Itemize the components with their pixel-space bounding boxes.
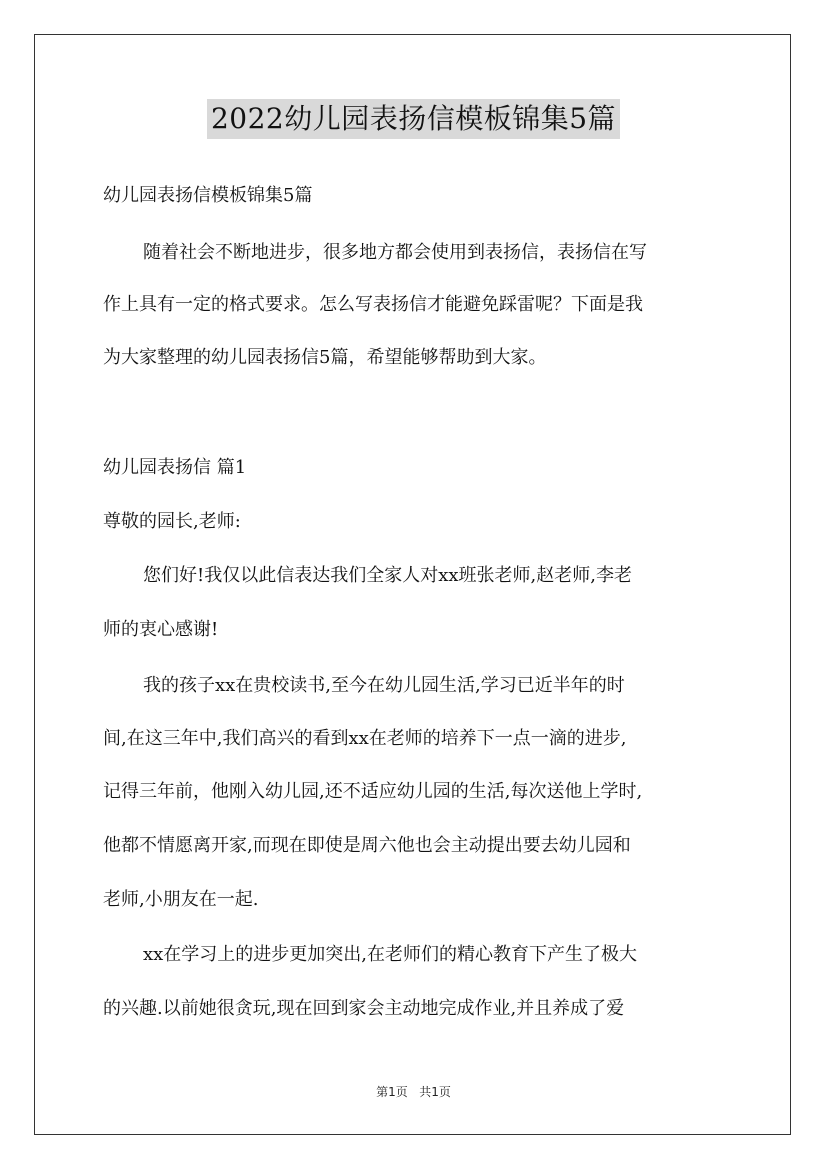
para1-line-1: 您们好!我仅以此信表达我们全家人对xx班张老师,赵老师,李老 — [143, 565, 632, 586]
para3-line-2: 的兴趣.以前她很贪玩,现在回到家会主动地完成作业,并且养成了爱 — [103, 998, 625, 1019]
para2-line-3: 记得三年前，他刚入幼儿园,还不适应幼儿园的生活,每次送他上学时, — [103, 781, 643, 802]
para3-line-1: xx在学习上的进步更加突出,在老师们的精心教育下产生了极大 — [143, 944, 638, 965]
para2-line-4: 他都不情愿离开家,而现在即使是周六他也会主动提出要去幼儿园和 — [103, 835, 631, 856]
document-subtitle: 幼儿园表扬信模板锦集5篇 — [103, 185, 313, 206]
total-pages: 共1页 — [419, 1085, 451, 1099]
para2-line-1: 我的孩子xx在贵校读书,至今在幼儿园生活,学习已近半年的时 — [143, 675, 625, 696]
para2-line-5: 老师,小朋友在一起. — [103, 889, 259, 910]
page-footer — [0, 1083, 827, 1100]
document-title: 2022幼儿园表扬信模板锦集5篇 — [207, 99, 620, 139]
intro-line-2: 作上具有一定的格式要求。怎么写表扬信才能避免踩雷呢？下面是我 — [103, 294, 643, 315]
title-container — [0, 99, 827, 139]
salutation: 尊敬的园长,老师: — [103, 511, 241, 532]
para2-line-2: 间,在这三年中,我们高兴的看到xx在老师的培养下一点一滴的进步, — [103, 728, 627, 749]
intro-line-3: 为大家整理的幼儿园表扬信5篇，希望能够帮助到大家。 — [103, 347, 547, 368]
para1-line-2: 师的衷心感谢! — [103, 619, 219, 640]
page-number: 第1页 — [376, 1085, 408, 1099]
section-heading: 幼儿园表扬信 篇1 — [103, 457, 247, 478]
intro-line-1: 随着社会不断地进步，很多地方都会使用到表扬信，表扬信在写 — [143, 242, 647, 263]
